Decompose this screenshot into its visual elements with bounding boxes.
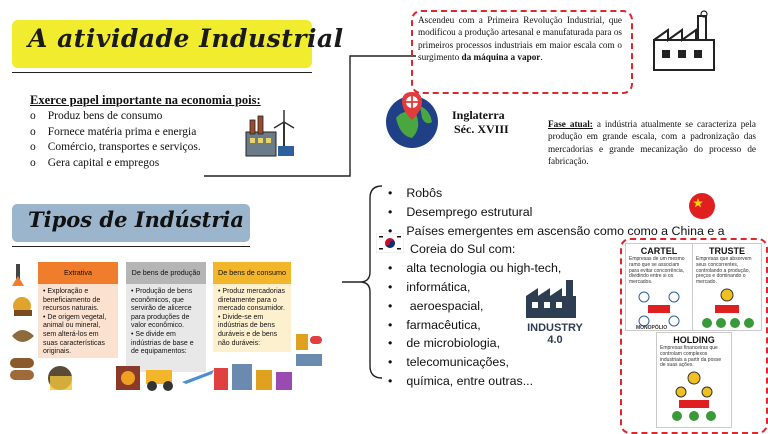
cartel-label: MONOPÓLIO	[636, 325, 668, 331]
consequence-item: • aeroespacial,	[410, 297, 758, 316]
industry-badge: INDUSTRY 4.0	[527, 322, 583, 346]
card-item-text: Produz mercadorias diretamente para o mercado consumidor.	[218, 288, 286, 313]
cartel-desc: Empresas de um mesmo ramo que se associam para evitar concorrência, dividindo entre si os mercados.	[629, 256, 685, 286]
consequence-item: • telecomunicações,	[410, 353, 758, 372]
card-body	[38, 284, 118, 358]
brace	[340, 182, 384, 382]
card-body	[213, 284, 291, 352]
holding-diagram	[657, 370, 731, 422]
industry-factory-icon	[522, 278, 582, 324]
cartel-title: CARTEL	[640, 246, 678, 256]
importance-item: o Comércio, transportes e serviços.	[30, 140, 201, 156]
card-header: Extrativa	[38, 262, 118, 284]
phase-text	[548, 118, 756, 168]
card-body	[126, 284, 206, 372]
subtitle-underline	[12, 246, 250, 247]
origin-label	[452, 108, 509, 136]
card-item: • Produção de bens econômicos, que servirão de alicerce para produções de valor econômico.	[131, 288, 193, 330]
consequence-item: • Países emergentes em ascensão como como a China e a Coreia do Sul com:	[410, 222, 758, 260]
importance-heading: Exerce papel importante na economia pois:	[30, 93, 261, 107]
origin-century: Séc. XVIII	[454, 122, 509, 136]
truste-title: TRUSTE	[709, 246, 745, 256]
consequence-item: • Desemprego estrutural	[410, 203, 758, 222]
card-header: De bens de consumo	[213, 262, 291, 284]
industry-product-icons	[36, 360, 296, 394]
revolution-text-end: .	[540, 52, 543, 63]
consequence-item: • de microbiologia,	[410, 334, 758, 353]
subtitle: Tipos de Indústria	[28, 207, 244, 232]
consequence-item: • alta tecnologia ou high-tech,	[410, 259, 758, 278]
england-globe-pin-icon	[382, 88, 446, 150]
card-item-text: De origem vegetal, animal ou mineral, sem alterá-los em suas características originais.	[43, 313, 107, 356]
revolution-text	[418, 14, 622, 64]
consumer-goods-icon	[292, 330, 326, 370]
card-item: • Produz mercadorias diretamente para o mercado consumidor.	[218, 288, 286, 313]
industry-card-extrativa	[38, 262, 118, 358]
consequence-item: • farmacêutica,	[410, 316, 758, 335]
card-item-text: Divide-se em indústrias de bens duráveis e de bens não duráveis:	[218, 313, 278, 347]
card-item-text: Exploração e beneficiamento de recursos naturais.	[43, 288, 101, 313]
phase-description: a indústria atualmente se caracteriza pela produção em grande escala, com a padronização das mercadorias e grande mecanização do processo de fabricação.	[548, 119, 757, 167]
card-item: • De origem vegetal, animal ou mineral, sem alterá-los em suas características originais.	[43, 313, 107, 356]
industry-card-producao	[126, 262, 206, 372]
card-item: • Divide-se em indústrias de bens duráveis e de bens não duráveis:	[218, 313, 278, 347]
revolution-text-main: Ascendeu com a Primeira Revolução Industrial, que modificou a produção artesanal e manufaturada para os primeiros processos industriais em maior escala com o surgimento	[418, 15, 622, 63]
importance-item: o Gera capital e empregos	[30, 156, 201, 172]
card-item-text: Produção de bens econômicos, que servirão de alicerce para produções de valor econômico.	[131, 288, 193, 330]
importance-item: o Produz bens de consumo	[30, 109, 201, 125]
phase-label: Fase atual:	[548, 119, 593, 129]
holding-title: HOLDING	[673, 335, 715, 345]
card-item: • Exploração e beneficiamento de recursos naturais.	[43, 288, 101, 313]
factory-icon	[650, 10, 720, 74]
holding-panel	[656, 332, 732, 428]
cartel-panel	[625, 243, 693, 331]
consequence-item: • química, entre outras...	[410, 372, 758, 391]
china-flag-icon	[688, 192, 716, 220]
origin-country: Inglaterra	[452, 108, 505, 122]
importance-list	[30, 109, 201, 171]
consequence-item: • Robôs	[410, 184, 758, 203]
holding-desc: Empresas financeiras que controlam complexos industriais a partir da posse de suas ações.	[660, 345, 722, 369]
revolution-highlight: da máquina a vapor	[461, 52, 541, 63]
page-title: A atividade Industrial	[28, 24, 344, 53]
truste-desc: Empresas que absorvem seus concorrentes, controlando a produção, preços e dominando o mercado.	[696, 256, 752, 286]
truste-diagram	[693, 287, 761, 335]
extraction-icons	[8, 262, 38, 392]
truste-panel	[692, 243, 762, 331]
importance-item: o Fornece matéria prima e energia	[30, 125, 201, 141]
south-korea-flag-icon	[376, 233, 404, 253]
consequence-item: • informática,	[410, 278, 758, 297]
card-item: • Se divide em indústrias de base e de equipamentos:	[131, 330, 194, 356]
card-header: De bens de produção	[126, 262, 206, 284]
card-item-text: Se divide em indústrias de base e de equipamentos:	[131, 330, 194, 356]
industry-card-consumo	[213, 262, 291, 352]
